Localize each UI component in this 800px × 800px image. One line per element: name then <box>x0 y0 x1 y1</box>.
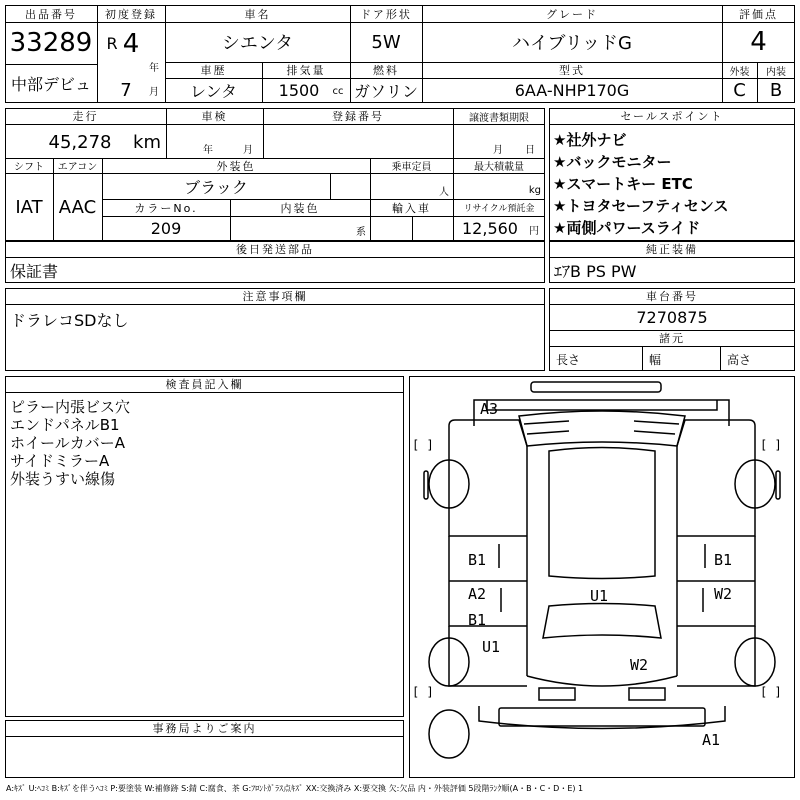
inspection-label: 車検 <box>201 110 228 123</box>
width-label: 幅 <box>649 352 662 367</box>
inspector-note-line: ピラー内張ビス穴 <box>10 398 131 416</box>
vehicle-history: レンタ <box>190 82 237 101</box>
sales-point-item: ★バックモニター <box>553 153 672 171</box>
bracket: [ ] <box>760 438 782 452</box>
model-code: 6AA-NHP170G <box>514 81 630 100</box>
vehicle-name: シエンタ <box>221 33 294 54</box>
inspector-note-line: 外装うすい線傷 <box>10 470 116 488</box>
later-parts-label: 後日発送部品 <box>236 243 314 256</box>
fuel-label: 燃料 <box>373 64 399 77</box>
history-label: 車歴 <box>200 64 227 77</box>
genuine-equipment: ｴｱB PS PW <box>554 261 637 281</box>
office-notice-label: 事務局よりご案内 <box>152 722 257 735</box>
length-label: 長さ <box>556 352 581 367</box>
notes: ドラレコSDなし <box>10 310 129 330</box>
first-registration-label: 初度登録 <box>105 7 157 21</box>
score-label: 評価点 <box>739 7 778 21</box>
damage-mark: W2 <box>714 585 733 603</box>
recycle-fee: 12,560 <box>462 219 518 238</box>
inspection-month-unit: 月 <box>243 144 253 156</box>
transfer-month-unit: 月 <box>493 144 503 156</box>
year-unit: 年 <box>149 62 159 74</box>
exterior-label: 外装 <box>729 66 750 78</box>
bracket: [ ] <box>412 685 434 699</box>
interior-color-label: 内装色 <box>280 201 320 215</box>
inspector-note-line: サイドミラーA <box>10 452 110 470</box>
grade-label: グレード <box>546 7 598 21</box>
transfer-day-unit: 日 <box>525 144 535 156</box>
aircon-label: エアコン <box>57 162 98 173</box>
auction-event: 中部デビュ <box>10 75 91 94</box>
displacement-label: 排気量 <box>286 64 326 77</box>
damage-mark: A3 <box>480 400 499 418</box>
door-type: 5W <box>371 31 401 53</box>
damage-mark: B1 <box>468 551 487 569</box>
fuel-type: ガソリン <box>353 82 418 101</box>
later-parts: 保証書 <box>10 261 59 281</box>
inspector-note-line: ホイールカバーA <box>10 434 125 452</box>
damage-mark: B1 <box>714 551 733 569</box>
auction-score: 4 <box>750 27 767 57</box>
month-unit: 月 <box>149 86 159 98</box>
recycle-label: リサイクル預託金 <box>463 204 535 214</box>
damage-mark: U1 <box>482 638 501 656</box>
sales-point-item: ★トヨタセーフティセンス <box>553 197 729 215</box>
damage-mark: U1 <box>590 587 609 605</box>
mileage: 45,278 <box>48 131 112 153</box>
inspector-note-line: エンドパネルB1 <box>10 416 120 434</box>
interior-color-unit: 系 <box>356 226 366 238</box>
legend: A:ｷｽﾞ U:ﾍｺﾐ B:ｷｽﾞを伴うﾍｺﾐ P:要塗装 W:補修跡 S:錆 C:腐食、茶 G:ﾌﾛﾝﾄｶﾞﾗｽ点ｷｽﾞ XX:交換済み X:要交換 欠:欠品 内・外装評価 5段階ﾗﾝｸ順(A・B・C・D・E) 1 <box>6 783 584 793</box>
damage-mark: A1 <box>702 731 721 749</box>
grade: ハイブリッドG <box>512 33 632 54</box>
interior-label: 内装 <box>766 66 786 78</box>
sales-point-item: ★両側パワースライド <box>553 219 701 237</box>
genuine-equipment-label: 純正装備 <box>646 243 698 256</box>
registration-number-label: 登録番号 <box>332 110 384 123</box>
car-outline <box>409 376 795 778</box>
lot-number-label: 出品番号 <box>25 7 77 21</box>
bracket: [ ] <box>412 438 434 452</box>
mileage-label: 走行 <box>72 110 99 123</box>
specs-label: 諸元 <box>659 332 685 345</box>
damage-mark: A2 <box>468 585 487 603</box>
displacement: 1500 <box>278 81 320 100</box>
max-load-unit: kg <box>528 184 541 196</box>
import-label: 輸入車 <box>392 201 431 215</box>
shift-label: シフト <box>14 162 44 173</box>
shift: IAT <box>15 196 43 218</box>
lot-number: 33289 <box>9 28 93 58</box>
color-number-label: カラーNo. <box>134 201 198 215</box>
era: R <box>106 33 118 53</box>
sales-point-item: ★スマートキー ETC <box>553 175 693 193</box>
capacity-label: 乗車定員 <box>391 162 432 173</box>
height-label: 高さ <box>727 352 752 367</box>
damage-mark: W2 <box>630 656 649 674</box>
registration-month: 7 <box>120 80 132 101</box>
model-code-label: 型式 <box>559 64 585 77</box>
inspection-year-unit: 年 <box>203 144 213 156</box>
interior-grade: B <box>769 80 783 101</box>
chassis-number: 7270875 <box>636 308 708 327</box>
exterior-color-label: 外装色 <box>216 159 256 173</box>
door-type-label: ドア形状 <box>360 7 412 21</box>
vehicle-name-label: 車名 <box>244 7 271 21</box>
sales-point-item: ★社外ナビ <box>553 131 627 149</box>
displacement-unit: cc <box>332 85 344 97</box>
bracket: [ ] <box>760 685 782 699</box>
transfer-deadline-label: 譲渡書類期限 <box>469 112 529 124</box>
sales-points-label: セールスポイント <box>620 110 724 123</box>
max-load-label: 最大積載量 <box>474 162 524 173</box>
chassis-number-label: 車台番号 <box>646 290 698 303</box>
mileage-unit: km <box>133 131 161 153</box>
exterior-grade: C <box>733 80 746 101</box>
exterior-color: ブラック <box>184 177 248 197</box>
aircon: AAC <box>58 196 97 218</box>
notes-label: 注意事項欄 <box>242 290 308 303</box>
damage-mark: B1 <box>468 611 487 629</box>
registration-year: 4 <box>122 29 140 59</box>
color-number: 209 <box>150 219 182 238</box>
inspector-notes-label: 検査員記入欄 <box>165 378 244 391</box>
recycle-unit: 円 <box>529 225 539 237</box>
capacity-unit: 人 <box>439 186 449 198</box>
